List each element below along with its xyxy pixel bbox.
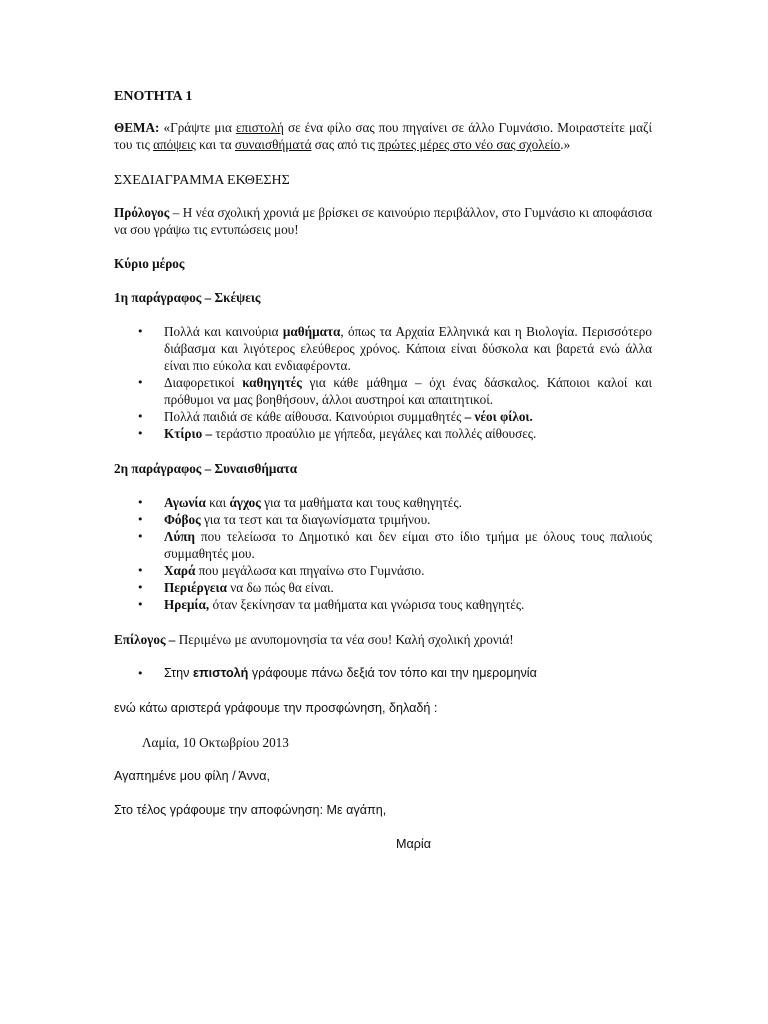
document-body bbox=[114, 86, 652, 853]
thoughts-list bbox=[114, 323, 652, 442]
feelings-list bbox=[114, 494, 652, 613]
list-item: • Πολλά παιδιά σε κάθε αίθουσα. Καινούριοι συμμαθητές – νέοι φίλοι. bbox=[114, 408, 652, 425]
underlined-word: συναισθήματά bbox=[234, 137, 312, 152]
epilogue-label: Επίλογος – bbox=[114, 632, 176, 647]
paragraph-2-title: 2η παράγραφος – Συναισθήματα bbox=[114, 461, 298, 476]
list-item: • Λύπη που τελείωσα το Δημοτικό και δεν είμαι στο ίδιο τμήμα με όλους τους παλιούς συμμαθητές μου. bbox=[114, 528, 652, 562]
list-item: • Διαφορετικοί καθηγητές για κάθε μάθημα – όχι ένας δάσκαλος. Κάποιοι καλοί και πρόθυμοι να μας βοηθήσουν, άλλοι αυστηροί και απαιτητικοί. bbox=[114, 374, 652, 408]
underlined-word: επιστολή bbox=[235, 120, 284, 135]
outline-title: ΣΧΕΔΙΑΓΡΑΜΜΑ ΕΚΘΕΣΗΣ bbox=[114, 173, 290, 188]
paragraph-1-title: 1η παράγραφος – Σκέψεις bbox=[114, 290, 261, 305]
note-continuation: ενώ κάτω αριστερά γράφουμε την προσφώνηση, δηλαδή : bbox=[114, 701, 438, 715]
date-line: Λαμία, 10 Οκτωβρίου 2013 bbox=[142, 735, 289, 750]
closing-note: Στο τέλος γράφουμε την αποφώνηση: Με αγάπη, bbox=[114, 803, 387, 817]
list-item: • Ηρεμία, όταν ξεκίνησαν τα μαθήματα και γνώρισα τους καθηγητές. bbox=[114, 596, 652, 613]
underlined-phrase: πρώτες μέρες στο νέο σας σχολείο bbox=[378, 137, 561, 152]
list-item: • Χαρά που μεγάλωσα και πηγαίνω στο Γυμνάσιο. bbox=[114, 562, 652, 579]
list-item: • Στην επιστολή γράφουμε πάνω δεξιά τον τόπο και την ημερομηνία bbox=[114, 665, 652, 682]
list-item: • Φόβος για τα τεστ και τα διαγωνίσματα τριμήνου. bbox=[114, 511, 652, 528]
list-item: • Κτίριο – τεράστιο προαύλιο με γήπεδα, μεγάλες και πολλές αίθουσες. bbox=[114, 425, 652, 442]
list-item: • Περιέργεια να δω πώς θα είναι. bbox=[114, 579, 652, 596]
list-item: • Πολλά και καινούρια μαθήματα, όπως τα Αρχαία Ελληνικά και η Βιολογία. Περισσότερο διάβασμα και λιγότερος ελεύθερος χρόνος. Κάποια είναι δύσκολα και βαρετά ενώ άλλα είναι πιο εύκολα και ενδιαφέροντα. bbox=[114, 323, 652, 374]
prologue-paragraph: Πρόλογος – Η νέα σχολική χρονιά με βρίσκει σε καινούριο περιβάλλον, στο Γυμνάσιο κι αποφάσισα να σου γράψω τις εντυπώσεις μου! bbox=[114, 205, 652, 237]
letter-note-list bbox=[114, 665, 652, 682]
salutation: Αγαπημένε μου φίλη / Άννα, bbox=[114, 769, 270, 783]
section-title: ΕΝΟΤΗΤΑ 1 bbox=[114, 89, 193, 104]
underlined-word: απόψεις bbox=[153, 137, 196, 152]
prologue-label: Πρόλογος bbox=[114, 205, 170, 220]
theme-label: ΘΕΜΑ: bbox=[114, 120, 160, 135]
theme-paragraph: ΘΕΜΑ: «Γράψτε μια επιστολή σε ένα φίλο σας που πηγαίνει σε άλλο Γυμνάσιο. Μοιραστείτε μαζί του τις απόψεις και τα συναισθήματά σας από τις πρώτες μέρες στο νέο σας σχολείο.» bbox=[114, 120, 653, 152]
epilogue-paragraph: Επίλογος – Περιμένω με ανυπομονησία τα νέα σου! Καλή σχολική χρονιά! bbox=[114, 632, 514, 647]
list-item: • Αγωνία και άγχος για τα μαθήματα και τους καθηγητές. bbox=[114, 494, 652, 511]
signature: Μαρία bbox=[396, 837, 432, 851]
main-body-title: Κύριο μέρος bbox=[114, 256, 185, 271]
